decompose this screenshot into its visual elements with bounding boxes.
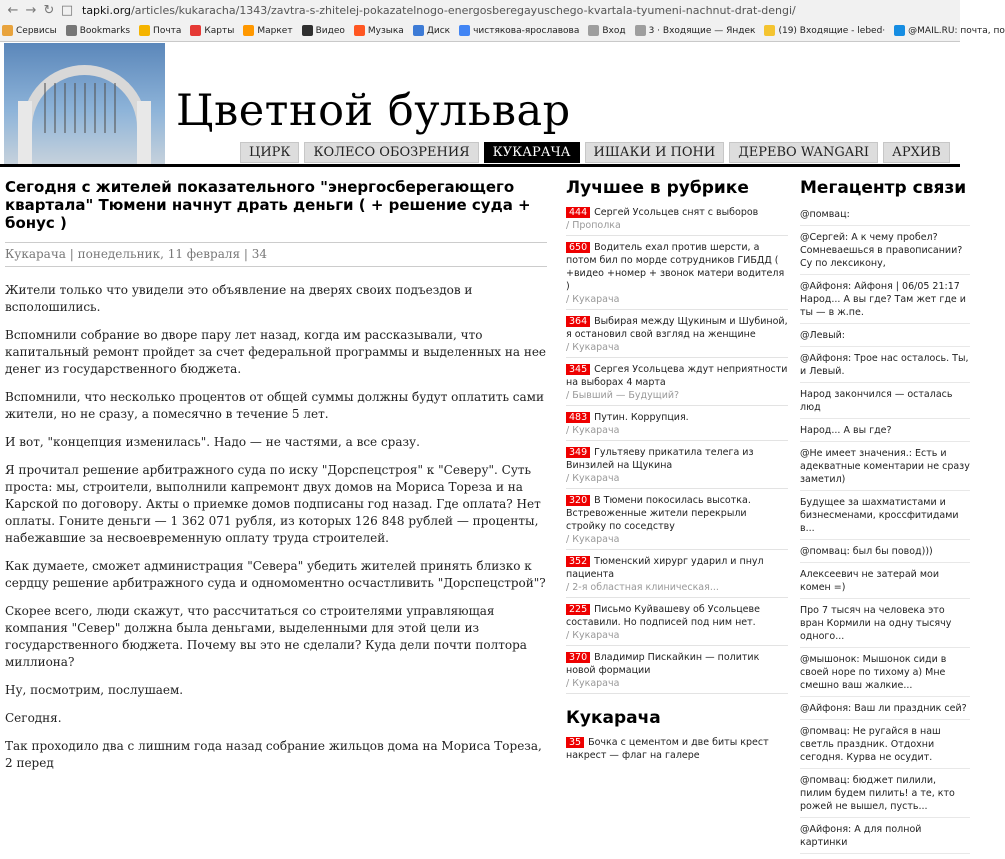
bookmark-item[interactable] xyxy=(459,25,579,36)
url-path: /articles/kukaracha/1343/zavtra-s-zhitelej-pokazatelnogo-energosberegayuschego-kvartala-tyumeni-nachnut-drat-dengi/ xyxy=(131,3,796,17)
megacenter xyxy=(800,178,970,859)
comment-item[interactable]: @мышонок: Мышонок сиди в своей норе по тихому а) Мне смешно ваш жалкие... xyxy=(800,653,970,697)
comment-item[interactable]: @Сергей: А к чему пробел? Сомневаешься в правописании? Су по лексикону, xyxy=(800,231,970,275)
comment-item[interactable]: Будущее за шахматистами и бизнесменами, кроссфитидами в... xyxy=(800,496,970,540)
page-icon xyxy=(588,25,599,36)
bookmark-label: Сервисы xyxy=(16,25,57,36)
item-line xyxy=(566,411,788,424)
item-line xyxy=(566,494,788,533)
forward-arrow-icon[interactable]: → xyxy=(25,2,37,18)
mail-icon xyxy=(139,25,150,36)
bookmark-label: 3 · Входящие — Яндек xyxy=(648,25,756,36)
bookmark-item[interactable] xyxy=(354,25,404,36)
photo-pillar-left xyxy=(18,101,32,167)
comment-item[interactable]: @Левый: xyxy=(800,329,970,347)
best-list xyxy=(566,206,788,694)
menu-item[interactable]: ЦИРК xyxy=(240,142,299,163)
item-link[interactable]: В Тюмени покосилась высотка. Встревоженные жители перекрыли стройку по соседству xyxy=(566,495,751,532)
comment-item[interactable]: @Айфоня: Трое нас осталось. Ты, и Левый. xyxy=(800,352,970,383)
page-icon: □ xyxy=(60,2,74,18)
view-count-badge: 35 xyxy=(566,737,584,748)
comment-item[interactable]: @Не имеет значения.: Есть и адекватные коментарии не сразу заметил) xyxy=(800,447,970,491)
header-divider xyxy=(0,164,960,167)
item-line xyxy=(566,446,788,472)
mailru-icon xyxy=(894,25,905,36)
item-category: / Бывший — Будущий? xyxy=(566,389,788,406)
bookmark-label: @MAIL.RU: почта, по xyxy=(908,25,1005,36)
comment-item[interactable]: Народ... А вы где? xyxy=(800,424,970,442)
reload-icon[interactable]: ↻ xyxy=(43,2,55,18)
star-icon xyxy=(66,25,77,36)
view-count-badge: 444 xyxy=(566,207,590,218)
article-title: Сегодня с жителей показательного "энергосберегающего квартала" Тюмени начнут драть деньги ( + решение суда + бонус ) xyxy=(5,178,531,232)
menu-item[interactable]: ИШАКИ И ПОНИ xyxy=(585,142,725,163)
menu-item[interactable]: КУКАРАЧА xyxy=(484,142,580,163)
article-meta: Кукарача | понедельник, 11 февраля | 34 xyxy=(5,242,547,267)
browser-nav-row xyxy=(0,0,960,20)
item-category: / Кукарача xyxy=(566,629,788,646)
bookmark-item[interactable] xyxy=(588,25,625,36)
article xyxy=(5,178,547,772)
cart-icon xyxy=(243,25,254,36)
item-line xyxy=(566,363,788,389)
view-count-badge: 320 xyxy=(566,495,590,506)
item-link[interactable]: Письмо Куйвашеву об Усольцеве составили. Но подписей под ним нет. xyxy=(566,604,760,628)
view-count-badge: 364 xyxy=(566,316,590,327)
item-category: / Кукарача xyxy=(566,424,788,441)
article-paragraph: Вспомнили, что несколько процентов от общей суммы должны будут оплатить сами жители, но не сразу, а помесячно в течение 5 лет. xyxy=(5,390,545,421)
list-item[interactable] xyxy=(566,603,788,646)
view-count-badge: 349 xyxy=(566,447,590,458)
comment-list xyxy=(800,208,970,854)
comment-item[interactable]: Народ закончился — осталась люд xyxy=(800,388,970,419)
header-photo xyxy=(4,43,165,167)
item-link[interactable]: Гультяеву прикатила телега из Винзилей на Щукина xyxy=(566,447,754,471)
view-count-badge: 345 xyxy=(566,364,590,375)
view-count-badge: 370 xyxy=(566,652,590,663)
photo-pillar-right xyxy=(137,101,151,167)
article-paragraph: Как думаете, сможет администрация "Севера" убедить жителей принять близко к сердцу решение арбитражного суда и одномоментно осчастливить "Дорспецстрой"? xyxy=(5,559,546,590)
comment-item[interactable]: @помвац: Не ругайся в наш светль праздник. Отдохни сегодня. Курва не осудит. xyxy=(800,725,970,769)
bookmark-label: Маркет xyxy=(257,25,293,36)
music-icon xyxy=(354,25,365,36)
bookmark-item[interactable] xyxy=(764,25,885,36)
item-line xyxy=(566,603,788,629)
bookmark-item[interactable] xyxy=(302,25,345,36)
article-paragraph: Вспомнили собрание во дворе пару лет назад, когда им рассказывали, что капитальный ремонт пройдет за счет федеральной программы и выделенных на нее денег из государственного бюджета. xyxy=(5,328,547,376)
list-item[interactable] xyxy=(566,241,788,310)
item-link[interactable]: Владимир Пискайкин — политик новой формации xyxy=(566,652,760,676)
list-item[interactable] xyxy=(566,494,788,550)
list-item[interactable] xyxy=(566,736,788,762)
comment-item[interactable]: Про 7 тысяч на человека это вран Кормили на одну тысячу одного... xyxy=(800,604,970,648)
item-line xyxy=(566,315,788,341)
item-category: / Кукарача xyxy=(566,341,788,358)
bookmark-label: Музыка xyxy=(367,25,404,36)
list-item[interactable] xyxy=(566,651,788,694)
list-item[interactable] xyxy=(566,411,788,441)
bookmark-item[interactable] xyxy=(243,25,292,36)
megacenter-heading: Мегацентр связи xyxy=(800,178,967,198)
bookmark-item[interactable] xyxy=(635,25,756,36)
item-category: / Кукарача xyxy=(566,293,788,310)
item-category: / Прополка xyxy=(566,219,788,236)
best-heading: Лучшее в рубрике xyxy=(566,178,749,198)
item-link[interactable]: Путин. Коррупция. xyxy=(594,412,689,423)
item-link[interactable]: Водитель ехал против шерсти, а потом бил по морде сотрудников ГИБДД ( +видео +номер + звонок матери водителя ) xyxy=(566,242,785,292)
item-link[interactable]: Сергея Усольцева ждут неприятности на выборах 4 марта xyxy=(566,364,788,388)
item-category: / 2-я областная клиническая... xyxy=(566,581,788,598)
article-paragraph: Я прочитал решение арбитражного суда по иску "Дорспецстроя" к "Северу". Суть проста: мы, строители, выполнили капремонт двух домов на Мориса Тореза и на Карской по договору. Акты о приемке домов подписаны год назад. Где оплата? Нет оплаты. Гоните деньги — 1 362 071 рубля, из которых 126 848 рублей — проценты, набежавшие за несвоевременную оплату труда строителей. xyxy=(5,463,541,545)
bookmark-label: Видео xyxy=(315,25,345,36)
menu-item[interactable]: АРХИВ xyxy=(883,142,950,163)
item-line xyxy=(566,555,788,581)
article-paragraph: Так проходило два с лишним года назад собрание жильцов дома на Мориса Тореза, 2 перед xyxy=(5,739,542,770)
kukaracha-heading: Кукарача xyxy=(566,708,661,728)
view-count-badge: 225 xyxy=(566,604,590,615)
comment-item[interactable]: @Айфоня: Ваш ли праздник сей? xyxy=(800,702,970,720)
comment-item[interactable]: Алексеевич не затерай мои комен =) xyxy=(800,568,970,599)
view-count-badge: 352 xyxy=(566,556,590,567)
video-icon xyxy=(302,25,313,36)
item-line xyxy=(566,206,788,219)
list-item[interactable] xyxy=(566,206,788,236)
bookmark-label: Bookmarks xyxy=(79,25,131,36)
item-link[interactable]: Тюменский хирург ударил и пнул пациента xyxy=(566,556,764,580)
bookmark-item[interactable] xyxy=(139,25,181,36)
item-category: / Кукарача xyxy=(566,533,788,550)
menu-item[interactable]: ДЕРЕВО WANGARI xyxy=(729,142,878,163)
bookmark-label: Вход xyxy=(602,25,626,36)
bookmark-label: (19) Входящие - lebed· xyxy=(778,25,886,36)
address-bar[interactable] xyxy=(82,4,960,17)
google-icon xyxy=(459,25,470,36)
view-count-badge: 650 xyxy=(566,242,590,253)
comment-item[interactable]: @Айфоня: А для полной картинки xyxy=(800,823,970,854)
comment-item[interactable]: @помвац: бюджет пилили, пилим будем пилить! а те, кто рожей не вышел, пусть... xyxy=(800,774,970,818)
disk-icon xyxy=(413,25,424,36)
view-count-badge: 483 xyxy=(566,412,590,423)
bookmark-label: Почта xyxy=(153,25,182,36)
bookmark-label: Карты xyxy=(204,25,235,36)
photo-wheel-lattice xyxy=(44,83,124,133)
article-paragraph: Ну, посмотрим, послушаем. xyxy=(5,683,184,697)
comment-item[interactable]: @помвац: xyxy=(800,208,970,226)
apps-icon xyxy=(2,25,13,36)
bookmark-item[interactable] xyxy=(2,25,57,36)
article-paragraph: И вот, "концепция изменилась". Надо — не частями, а все сразу. xyxy=(5,435,420,449)
kukaracha-list xyxy=(566,736,788,762)
comment-item[interactable]: @помвац: был бы повод))) xyxy=(800,545,970,563)
map-pin-icon xyxy=(190,25,201,36)
bookmark-label: чистякова-ярославова xyxy=(473,25,580,36)
bookmarks-bar xyxy=(0,20,1005,41)
item-line xyxy=(566,736,788,762)
item-category: / Кукарача xyxy=(566,677,788,694)
browser-chrome xyxy=(0,0,1005,42)
item-link[interactable]: Сергей Усольцев снят с выборов xyxy=(594,207,759,218)
comment-item[interactable]: @Айфоня: Айфоня | 06/05 21:17 Народ... А вы где? Там жет где и ты — в ж.пе. xyxy=(800,280,970,324)
article-paragraph: Скорее всего, люди скажут, что рассчитаться со строителями управляющая компания "Север" должна была деньгами, выделенными для этой цели из государственного бюджета. Почему вы это не сделали? Куда дели почти полтора миллиона? xyxy=(5,604,527,669)
list-item[interactable] xyxy=(566,446,788,489)
page-icon xyxy=(635,25,646,36)
url-domain: tapki.org xyxy=(82,3,132,17)
list-item[interactable] xyxy=(566,555,788,598)
bookmark-item[interactable] xyxy=(894,25,1005,36)
yandex-mail-icon xyxy=(764,25,775,36)
article-body xyxy=(5,282,547,772)
bookmark-item[interactable] xyxy=(413,25,450,36)
back-arrow-icon[interactable]: ← xyxy=(7,2,19,18)
item-line xyxy=(566,651,788,677)
item-link[interactable]: Выбирая между Щукиным и Шубиной, я остановил свой взгляд на женщине xyxy=(566,316,788,340)
best-in-rubric xyxy=(566,178,788,767)
item-category: / Кукарача xyxy=(566,472,788,489)
menu-item[interactable]: КОЛЕСО ОБОЗРЕНИЯ xyxy=(304,142,478,163)
main-menu xyxy=(240,142,955,163)
list-item[interactable] xyxy=(566,363,788,406)
bookmark-item[interactable] xyxy=(66,25,130,36)
item-link[interactable]: Бочка с цементом и две биты крест накрест — флаг на галере xyxy=(566,737,769,761)
bookmark-label: Диск xyxy=(426,25,451,36)
article-paragraph: Сегодня. xyxy=(5,711,62,725)
item-line xyxy=(566,241,788,293)
bookmark-item[interactable] xyxy=(190,25,234,36)
list-item[interactable] xyxy=(566,315,788,358)
site-title[interactable]: Цветной бульвар xyxy=(176,86,571,136)
article-paragraph: Жители только что увидели это объявление на дверях своих подъездов и всполошились. xyxy=(5,283,473,314)
